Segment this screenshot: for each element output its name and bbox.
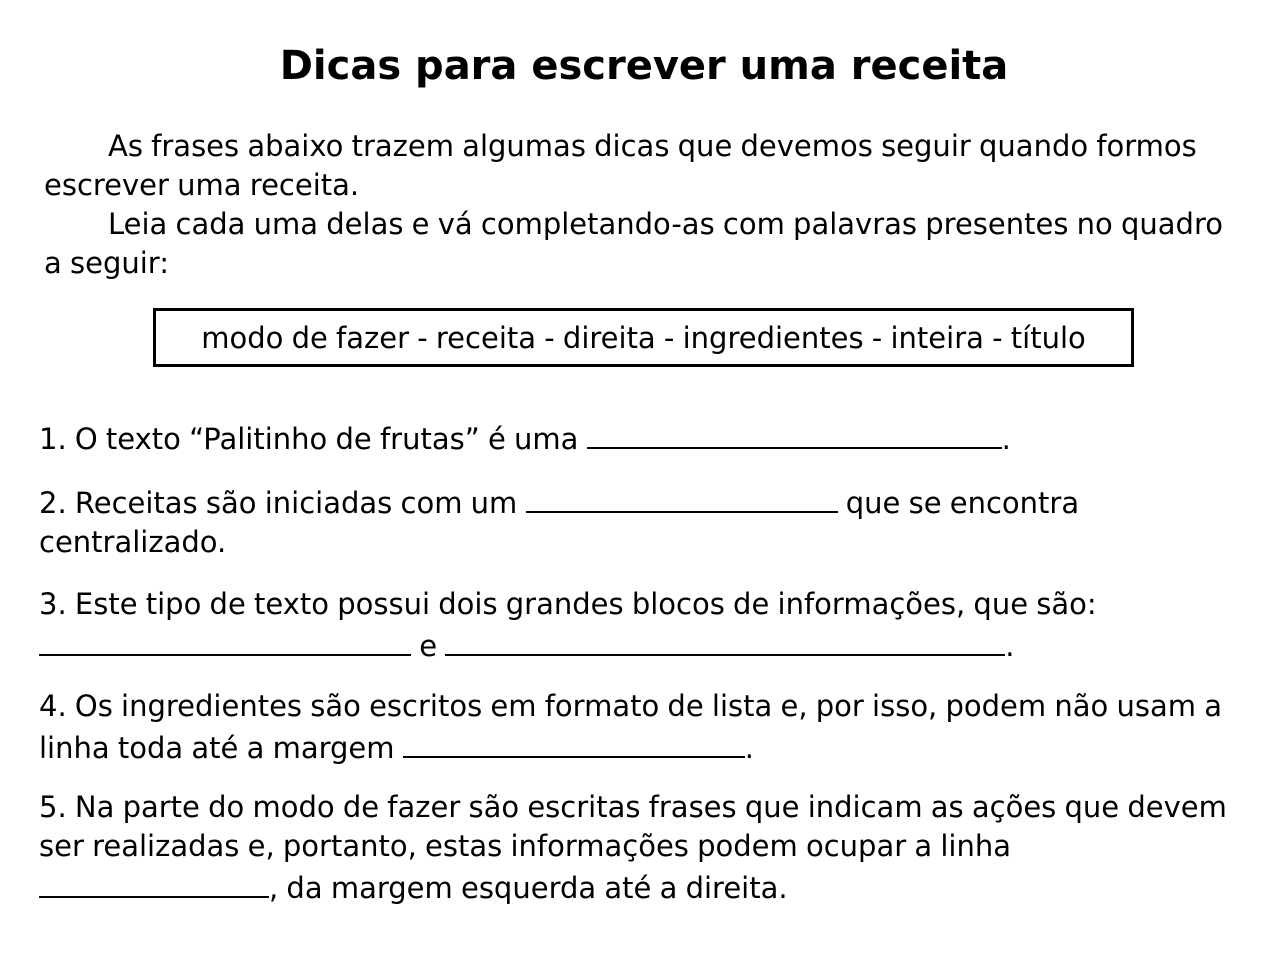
word-bank-box: [153, 308, 1134, 367]
answer-blank-3b[interactable]: [445, 624, 1005, 656]
answer-blank-3a[interactable]: [39, 624, 411, 656]
question-3: [39, 585, 1249, 666]
question-5-text: 5. Na parte do modo de fazer são escritas frases que indicam as ações que devem ser realizadas e, portanto, estas informações podem ocupar a linha: [39, 790, 1227, 863]
question-3-end: .: [1005, 629, 1015, 663]
answer-blank-5[interactable]: [39, 866, 269, 898]
answer-blank-4[interactable]: [403, 726, 745, 758]
question-2-text: 2. Receitas são iniciadas com um: [39, 486, 526, 520]
intro-paragraph-2-text: Leia cada uma delas e vá completando-as com palavras presentes no quadro a seguir:: [44, 207, 1223, 280]
intro-paragraph-2: [44, 205, 1244, 283]
question-1-text: 1. O texto “Palitinho de frutas” é uma: [39, 422, 587, 456]
question-4: [39, 687, 1249, 768]
question-5: [39, 788, 1249, 908]
question-1: [39, 417, 1249, 459]
page-title: Dicas para escrever uma receita: [279, 43, 1009, 89]
intro-paragraph-1-text: As frases abaixo trazem algumas dicas que devemos seguir quando formos escrever uma receita.: [44, 129, 1197, 202]
question-2-end: que se encontra centralizado.: [39, 486, 1080, 559]
answer-blank-1[interactable]: [587, 417, 1002, 449]
question-4-end: .: [744, 731, 754, 765]
question-3-connector: e: [411, 629, 446, 663]
question-1-end: .: [1001, 422, 1011, 456]
question-4-text: 4. Os ingredientes são escritos em formato de lista e, por isso, podem não usam a linha toda até a margem: [39, 689, 1222, 765]
question-3-text: 3. Este tipo de texto possui dois grandes blocos de informações, que são:: [39, 587, 1097, 621]
word-bank-text: modo de fazer - receita - direita - ingredientes - inteira - título: [201, 320, 1086, 355]
answer-blank-2[interactable]: [526, 481, 838, 513]
question-2: [39, 481, 1249, 562]
question-5-end: , da margem esquerda até a direita.: [269, 871, 788, 905]
intro-paragraph-1: [44, 127, 1244, 205]
